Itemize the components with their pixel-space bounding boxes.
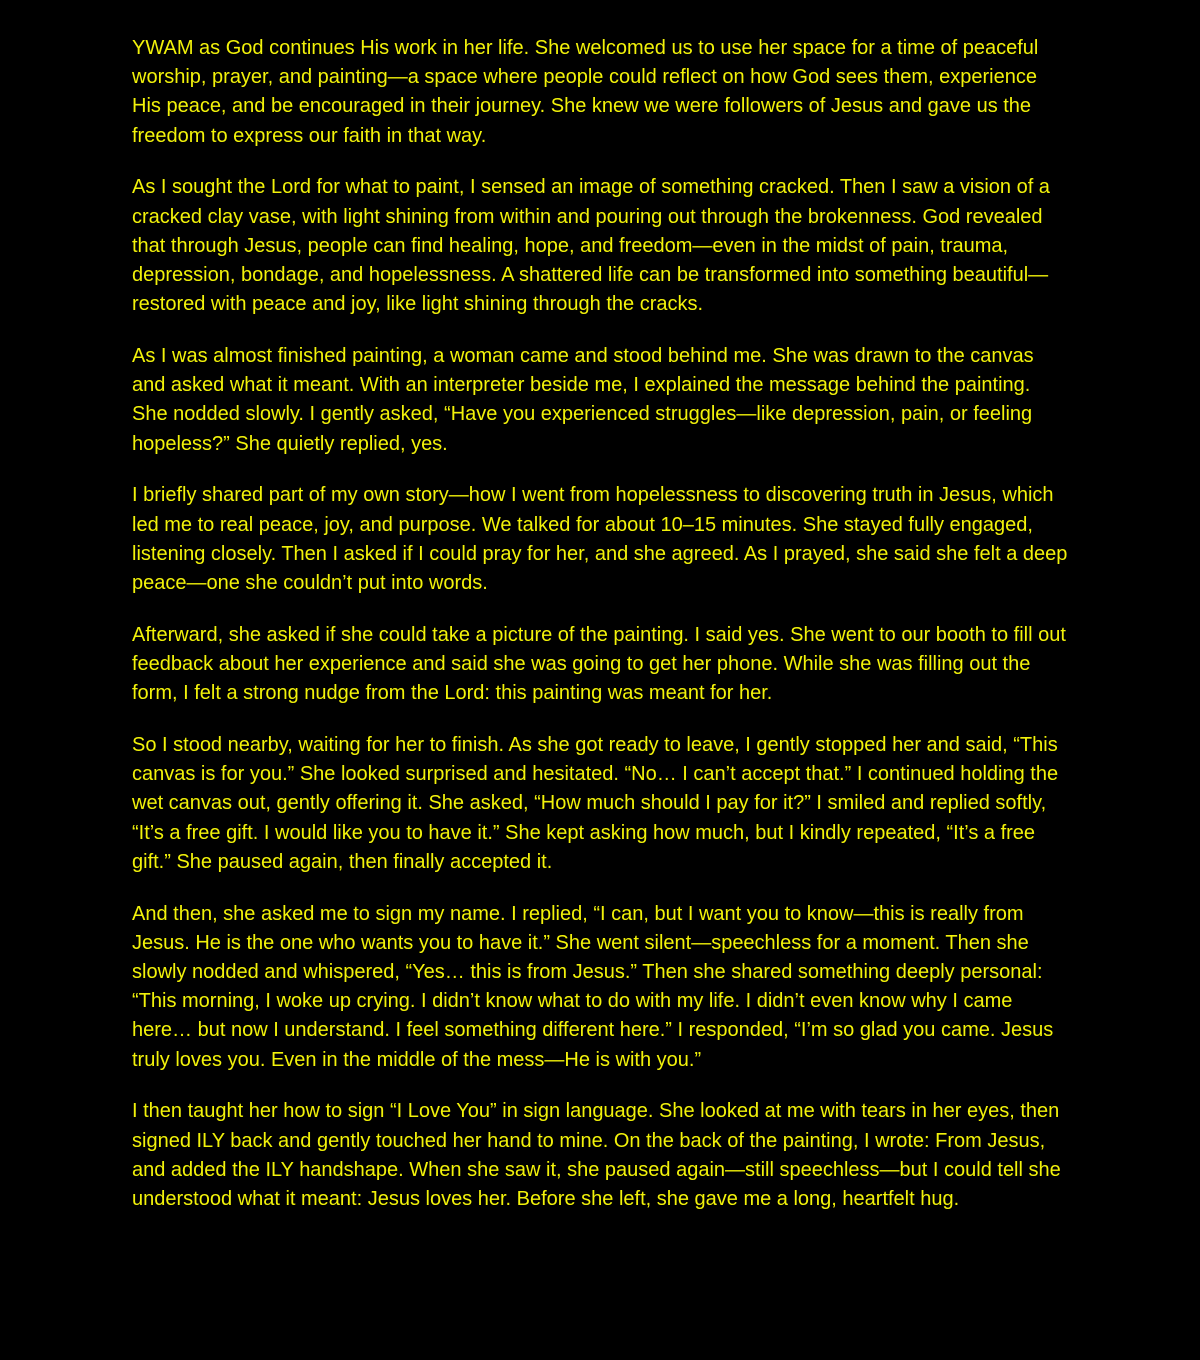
paragraph-free-gift: So I stood nearby, waiting for her to finish. As she got ready to leave, I gently stopped her and said, “This canvas is for you.” She looked surprised and hesitated. “No… I can’t accept that.” I continued holding the wet canvas out, gently offering it. She asked, “How much should I pay for it?” I smiled and replied softly, “It’s a free gift. I would like you to have it.” She kept asking how much, but I kindly repeated, “It’s a free gift.” She paused again, then finally accepted it.: [132, 734, 1059, 873]
paragraph-shared-story: I briefly shared part of my own story—how I went from hopelessness to discovering truth in Jesus, which led me to real peace, joy, and purpose. We talked for about 10–15 minutes. She stayed fully engaged, listening closely. Then I asked if I could pray for her, and she agreed. As I prayed, she said she felt a deep peace—one she couldn’t put into words.: [132, 484, 1068, 595]
paragraph-from-jesus: And then, she asked me to sign my name. I replied, “I can, but I want you to know—this is really from Jesus. He is the one who wants you to have it.” She went silent—speechless for a moment. Then she slowly nodded and whispered, “Yes… this is from Jesus.” Then she shared something deeply personal: “This morning, I woke up crying. I didn’t know what to do with my life. I didn’t even know why I came here… but now I understand. I feel something different here.” I responded, “I’m so glad you came. Jesus truly loves you. Even in the middle of the mess—He is with you.”: [132, 902, 1054, 1071]
paragraph-ywam-space: YWAM as God continues His work in her life. She welcomed us to use her space for a time of peaceful worship, prayer, and painting—a space where people could reflect on how God sees them, experience His peace, and be encouraged in their journey. She knew we were followers of Jesus and gave us the freedom to express our faith in that way.: [132, 37, 1039, 147]
paragraph-cracked-vase-vision: As I sought the Lord for what to paint, I sensed an image of something cracked. Then I saw a vision of a cracked clay vase, with light shining from within and pouring out through the brokenness. God revealed that through Jesus, people can find healing, hope, and freedom—even in the midst of pain, trauma, depression, bondage, and hopelessness. A shattered life can be transformed into something beautiful—restored with peace and joy, like light shining through the cracks.: [132, 176, 1050, 316]
paragraph-sign-language: I then taught her how to sign “I Love You” in sign language. She looked at me with tears in her eyes, then signed ILY back and gently touched her hand to mine. On the back of the painting, I wrote: From Jesus, and added the ILY handshape. When she saw it, she paused again—still speechless—but I could tell she understood what it meant: Jesus loves her. Before she left, she gave me a long, heartfelt hug.: [132, 1100, 1061, 1211]
paragraph-woman-approaches: As I was almost finished painting, a woman came and stood behind me. She was drawn to the canvas and asked what it meant. With an interpreter beside me, I explained the message behind the painting. She nodded slowly. I gently asked, “Have you experienced struggles—like depression, pain, or feeling hopeless?” She quietly replied, yes.: [132, 345, 1034, 455]
paragraph-nudge-from-lord: Afterward, she asked if she could take a picture of the painting. I said yes. She went to our booth to fill out feedback about her experience and said she was going to get her phone. While she was filling out the form, I felt a strong nudge from the Lord: this painting was meant for her.: [132, 623, 1066, 705]
article-body: [132, 34, 1068, 1237]
